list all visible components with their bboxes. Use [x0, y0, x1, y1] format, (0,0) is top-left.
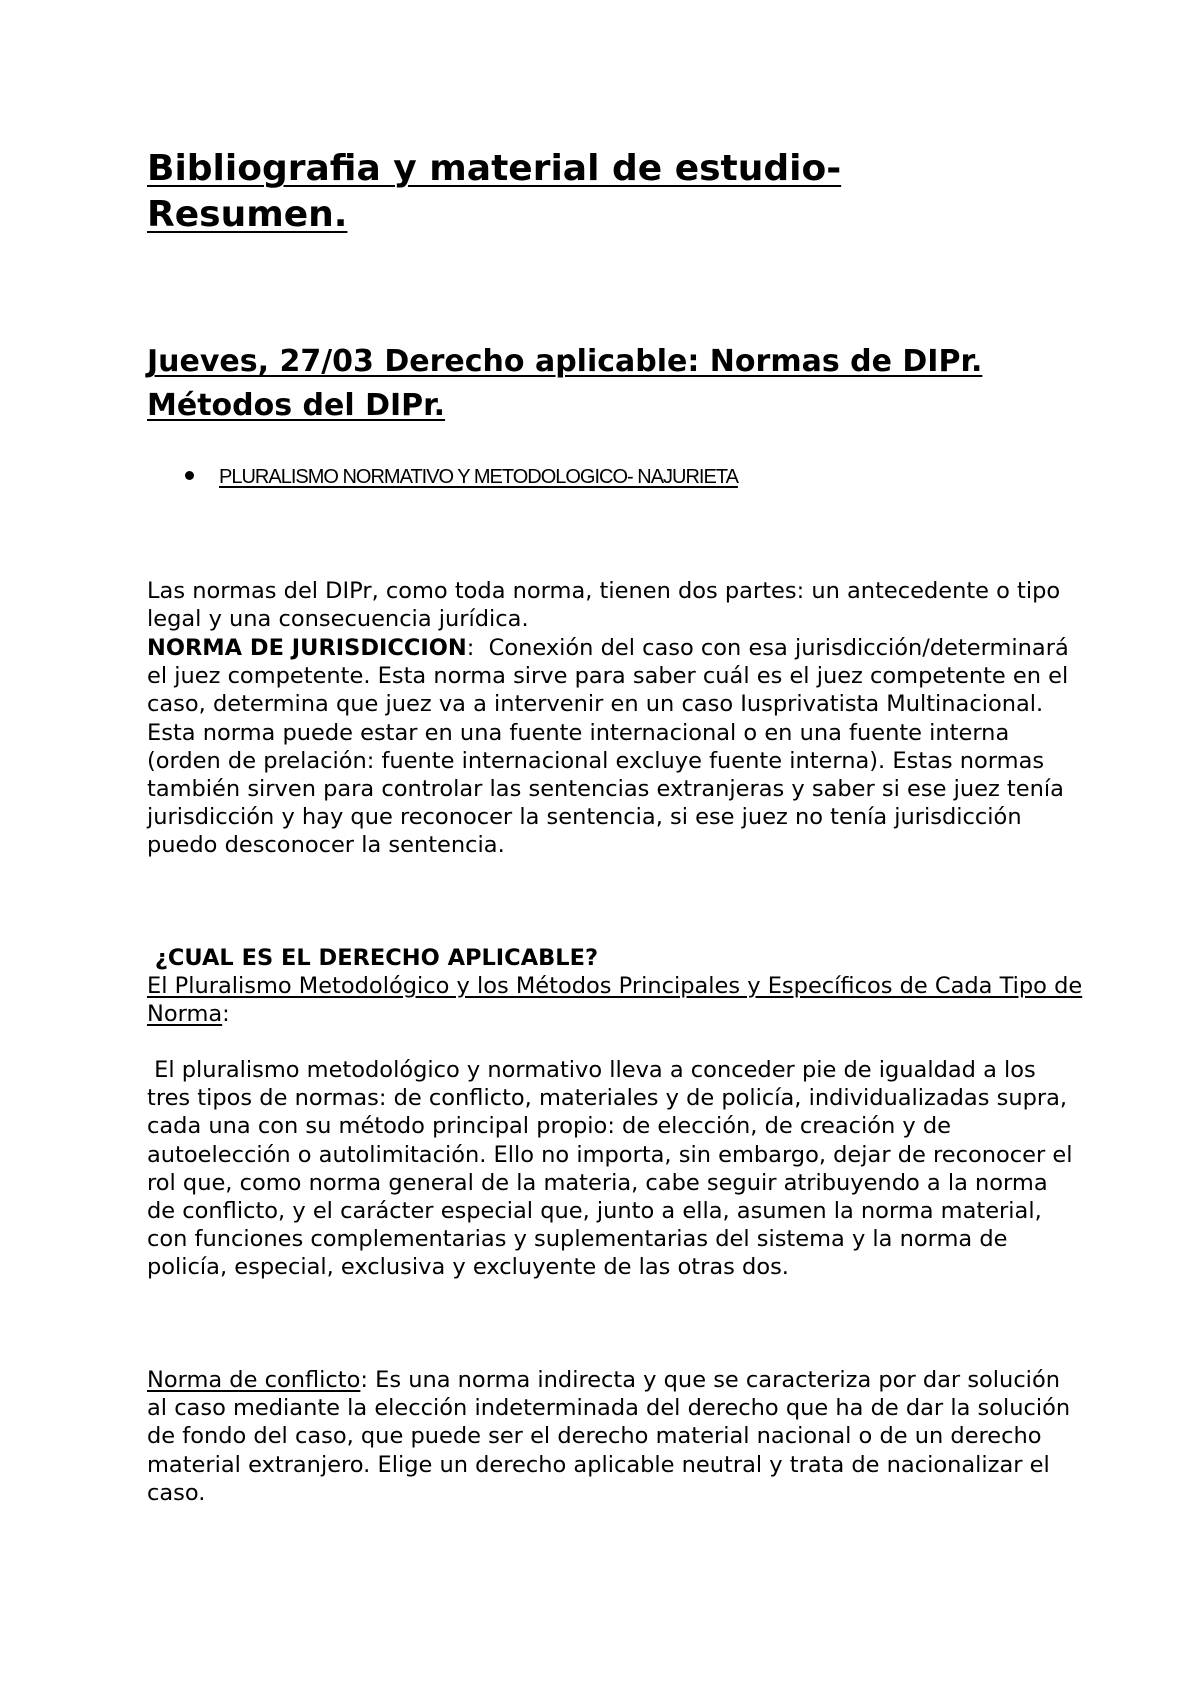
- methods-subheading-text: El Pluralismo Metodológico y los Métodos Principales y Específicos de Cada Tipo de Norma: [147, 973, 1083, 1028]
- pluralism-paragraph-text: El pluralismo metodológico y normativo lleva a conceder pie de igualdad a los tres tipos de normas: de conflicto, materiales y de policía, individualizadas supra, cada una con su método principal propio: de elección, de creación y de autoelección o autolimitación. Ello no importa, sin embargo, dejar de reconocer el rol que, como norma general de la materia, cabe seguir atribuyendo a la norma de conflicto, y el carácter especial que, junto a ella, asumen la norma material, con funciones complementarias y suplementarias del sistema y la norma de policía, especial, exclusiva y excluyente de las otras dos.: [147, 1057, 1073, 1281]
- list-item: [147, 462, 738, 492]
- conflict-rule-label: Norma de conflicto: [147, 1367, 361, 1393]
- intro-paragraph: Las normas del DIPr, como toda norma, tienen dos partes: un antecedente o tipo legal y una consecuencia jurídica.: [147, 578, 1061, 633]
- applicable-law-heading-text: ¿CUAL ES EL DERECHO APLICABLE?: [154, 945, 599, 971]
- bullet-dot-icon: [185, 471, 194, 480]
- session-title-line-2: Métodos del DIPr.: [147, 388, 446, 423]
- jurisdiction-separator: :: [466, 635, 475, 661]
- applicable-law-heading: [147, 944, 1077, 972]
- document-title-line-2: Resumen.: [147, 194, 348, 235]
- conflict-rule-text: Es una norma indirecta y que se caracteriza por dar solución al caso mediante la elección indeterminada del derecho que ha de dar la solución de fondo del caso, que puede ser el derecho material nacional o de un derecho material extranjero. Elige un derecho aplicable neutral y trata de nacionalizar el caso.: [147, 1367, 1071, 1506]
- bullet-list: [147, 462, 738, 492]
- session-title-line-1: Jueves, 27/03 Derecho aplicable: Normas de DIPr.: [147, 344, 983, 379]
- methods-subheading: [147, 972, 1087, 1028]
- methods-subheading-suffix: :: [222, 1001, 230, 1028]
- list-item-text: PLURALISMO NORMATIVO Y METODOLOGICO- NAJURIETA: [219, 466, 738, 488]
- conflict-rule-paragraph: [147, 1366, 1077, 1507]
- conflict-rule-separator: :: [360, 1367, 368, 1393]
- session-title: [147, 340, 1077, 428]
- document-title-line-1: Bibliografia y material de estudio-: [147, 148, 842, 189]
- document-title: [147, 146, 1077, 238]
- pluralism-paragraph: [147, 1056, 1077, 1282]
- jurisdiction-text: Conexión del caso con esa jurisdicción/determinará el juez competente. Esta norma sirve para saber cuál es el juez competente en el caso, determina que juez va a intervenir en un caso Iusprivatista Multinacional. Esta norma puede estar en una fuente internacional o en una fuente interna (orden de prelación: fuente internacional excluye fuente interna). Estas normas también sirven para controlar las sentencias extranjeras y saber si ese juez tenía jurisdicción y hay que reconocer la sentencia, si ese juez no tenía jurisdicción puedo desconocer la sentencia.: [147, 635, 1076, 859]
- jurisdiction-paragraph: [147, 634, 1077, 860]
- jurisdiction-label: NORMA DE JURISDICCION: [147, 635, 467, 661]
